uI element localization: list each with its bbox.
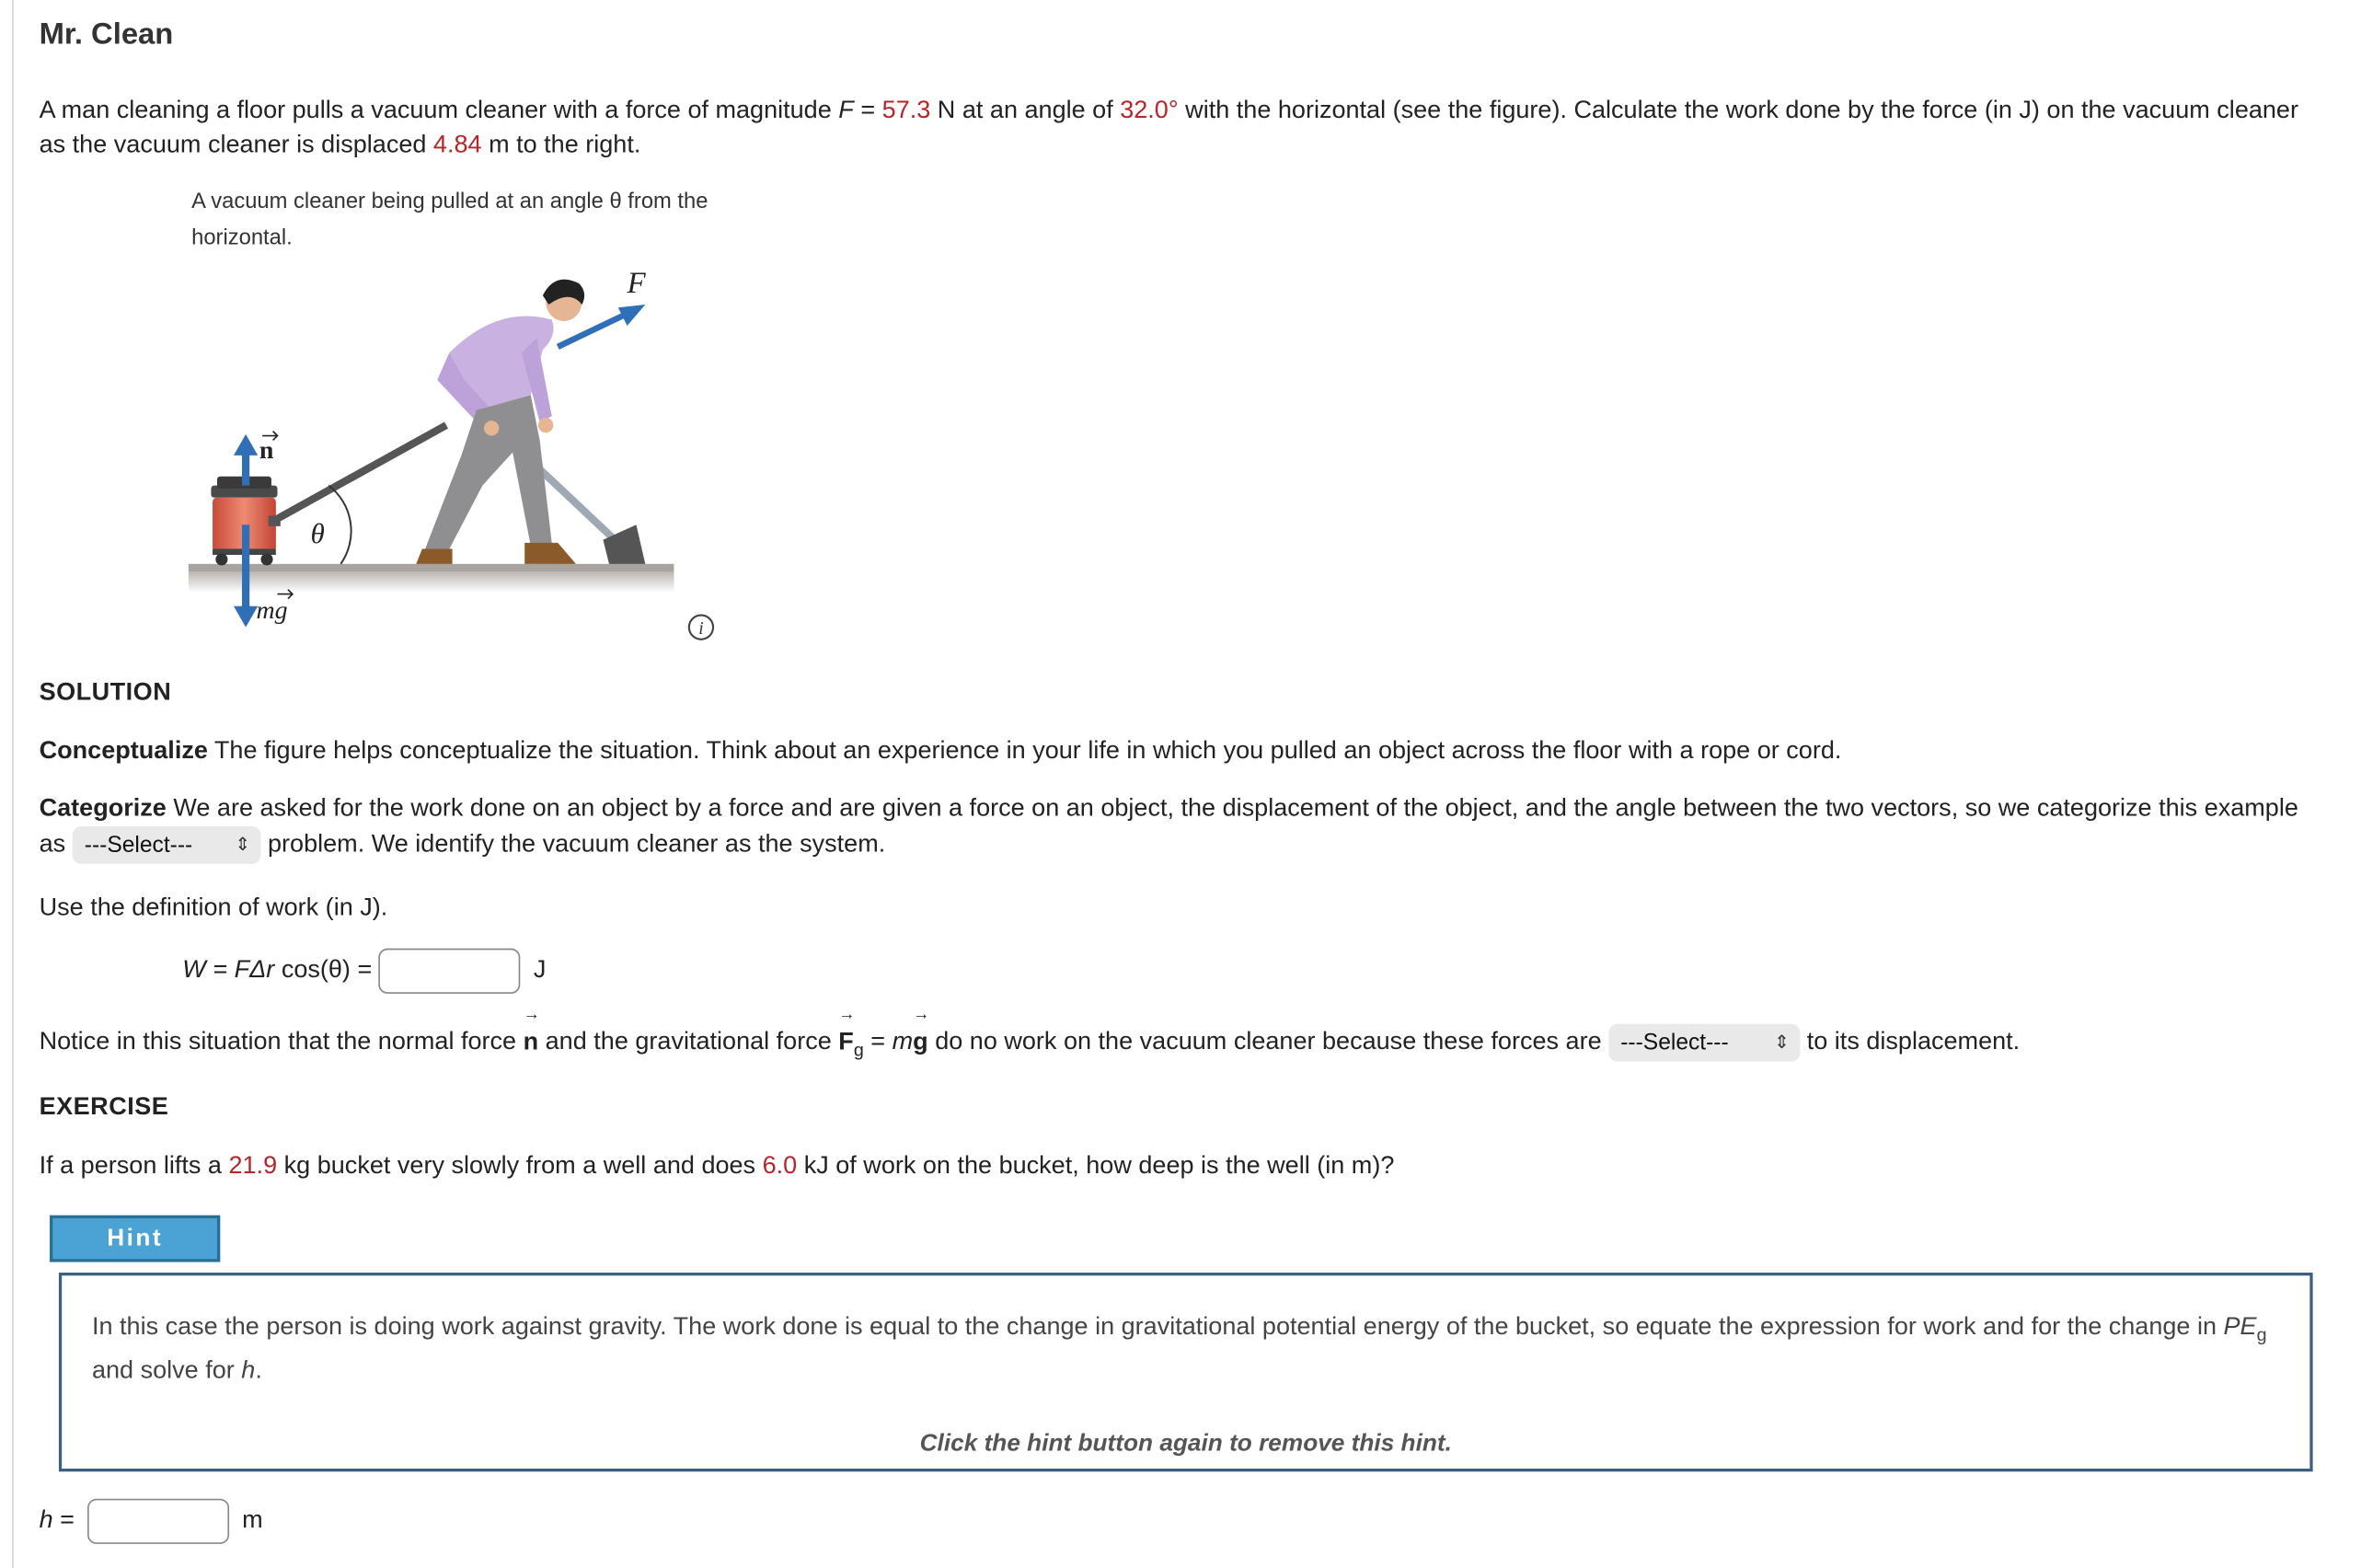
perpendicular-select[interactable]: ---Select--- ⇕ <box>1608 1024 1800 1062</box>
notice-paragraph: Notice in this situation that the normal force → n and the gravitational force → $F_g = m$ → g do no work on the vacuum cleaner because these forces are ---Select--- ⇕ to its displacement. <box>39 1005 2021 1061</box>
angle-arc <box>328 486 351 564</box>
exercise-question: If a person lifts a 21.9 kg bucket very slowly from a well and does 6.0 kJ of work on the bucket, how deep is the well (in m)? <box>39 1151 1395 1180</box>
g-vector-symbol: → g <box>913 1005 930 1055</box>
displacement-value: 4.84 <box>432 131 482 159</box>
categorize-select[interactable]: ---Select--- ⇕ <box>73 826 261 864</box>
info-icon[interactable] <box>687 614 714 640</box>
vacuum-hose <box>278 425 447 519</box>
solution-heading: SOLUTION <box>39 678 172 706</box>
exercise-heading: EXERCISE <box>39 1092 169 1121</box>
label-theta: θ <box>310 516 325 549</box>
work-answer-input[interactable] <box>379 948 521 993</box>
h-answer-input[interactable] <box>87 1498 229 1543</box>
page-title: Mr. Clean <box>39 17 174 52</box>
chevron-updown-icon: ⇕ <box>235 834 251 856</box>
conceptualize-paragraph: Conceptualize The figure helps conceptualize the situation. Think about an experience in your life in which you pulled an object across the floor with a rope or cord. <box>39 737 1842 765</box>
categorize-paragraph: Categorize We are asked for the work done on an object by a force and are given a force on an object, the displacement of the object, and the angle between the two vectors, so we categorize this example as ---Select--- ⇕ problem. We identify the vacuum cleaner as the system. <box>40 791 2323 864</box>
definition-text: Use the definition of work (in J). <box>39 894 388 922</box>
work-equation: W = FΔr cos(θ) = J <box>182 947 546 992</box>
left-border <box>12 0 14 1568</box>
h-unit: m <box>242 1505 263 1534</box>
label-mg: mg <box>256 595 288 625</box>
gravity-force-symbol: → F <box>838 1005 856 1055</box>
h-answer-row: h = m <box>40 1497 263 1542</box>
mass-value: 21.9 <box>228 1151 278 1180</box>
problem-statement: A man cleaning a floor pulls a vacuum cleaner with a force of magnitude F = 57.3 N at an angle of 32.0° with the horizontal (see the figure). Calculate the work done by the force (in J) on the vacuum cleaner as the vacuum cleaner is displaced 4.84 m to the right. <box>39 96 2298 159</box>
force-value: 57.3 <box>881 96 931 124</box>
hint-text: In this case the person is doing work against gravity. The work done is equal to the change in gravitational potential energy of the bucket, so equate the expression for work and for the change in $PE_g$ and solve for h. <box>91 1313 2267 1385</box>
hint-remove-note: Click the hint button again to remove this hint. <box>919 1431 1452 1457</box>
work-value: 6.0 <box>762 1151 798 1180</box>
angle-value: 32.0° <box>1120 96 1179 124</box>
work-unit: J <box>533 955 547 984</box>
chevron-updown-icon: ⇕ <box>1774 1031 1790 1053</box>
floor <box>189 564 674 571</box>
label-n: n <box>259 436 274 466</box>
vacuum-figure <box>181 259 694 637</box>
man-figure <box>416 280 584 564</box>
hint-button[interactable]: Hint <box>50 1216 220 1262</box>
label-F: F <box>627 266 646 300</box>
figure-caption: A vacuum cleaner being pulled at an angle θ from the horizontal. <box>191 190 708 251</box>
normal-force-symbol: → n <box>523 1005 540 1055</box>
hint-box <box>59 1273 2313 1471</box>
svg-text:i: i <box>698 618 704 640</box>
